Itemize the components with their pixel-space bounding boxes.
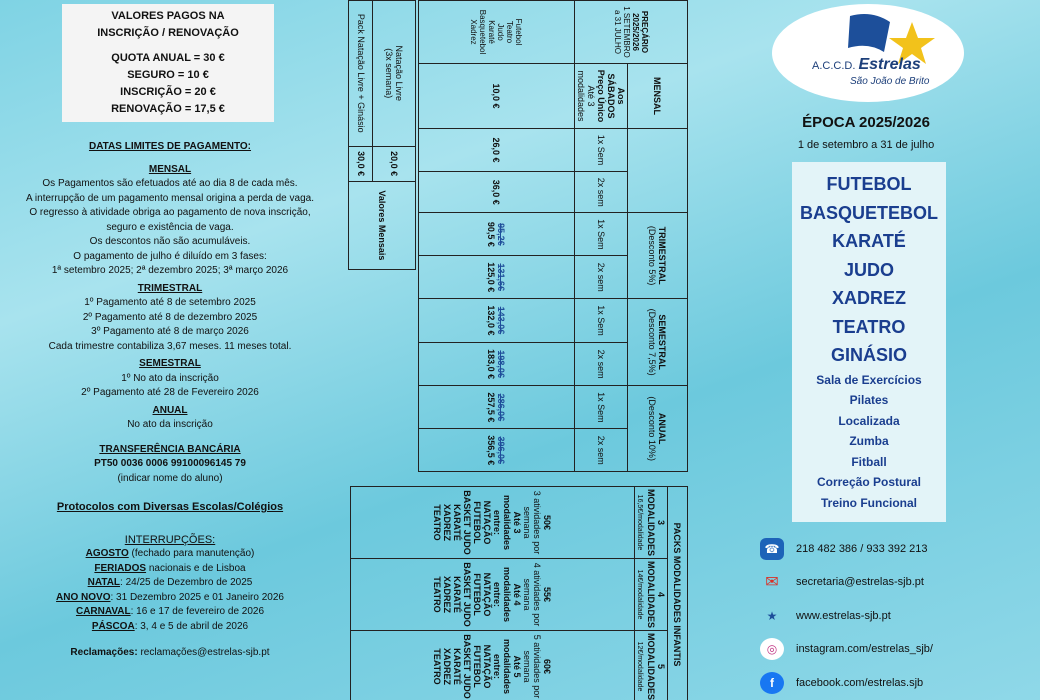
price-table: [348, 0, 688, 476]
freq-header: 2x sem: [575, 172, 628, 213]
trimestral-title: TRIMESTRAL: [137, 282, 203, 294]
price-mensal-1x: 26,0 €: [419, 129, 575, 172]
price-anual-1x: 286,0€ 257,5 €: [419, 386, 575, 429]
pack-body: 50€ 3 atividades por semana Até 3 modalidades entre: NATAÇÃO FUTEBOL BASKET JUDO KARATÉ XADREZ TEATRO: [351, 487, 635, 559]
header-trimestral: TRIMESTRAL (Desconto 5%): [628, 213, 688, 299]
ginasio-sub: Correção Postural: [816, 475, 922, 489]
club-mini-logo-icon: ★: [766, 609, 778, 623]
header-anual: ANUAL (Desconto 10%): [628, 386, 688, 472]
price-trim-1x: 95,2€ 90,5 €: [419, 213, 575, 256]
ginasio-sub: Zumba: [849, 434, 889, 448]
freq-header: 2x sem: [575, 342, 628, 385]
freq-header: 1x Sem: [575, 298, 628, 342]
activities-cell: Futebol Teatro Judo Karaté Basquetebol Xadrez: [419, 1, 575, 64]
table-corner: PREÇÁRIO 2025/2026 1 SETEMBRO a 31 JULHO: [575, 1, 688, 64]
mod-item: BASQUETEBOL: [799, 202, 938, 223]
mod-item: JUDO: [843, 259, 894, 280]
contact-facebook[interactable]: f facebook.com/estrelas.sjb: [760, 668, 1040, 698]
pack-label: Pack Natação Livre + Ginásio: [349, 1, 373, 147]
pack-head: 3 MODALIDADES 16,5€/modalidade: [635, 487, 668, 559]
mensal-line: 1ª setembro 2025; 2ª dezembro 2025; 3ª março 2026: [51, 265, 289, 276]
iban: PT50 0036 0006 99100096145 79: [94, 458, 246, 469]
mod-item: FUTEBOL: [826, 174, 912, 194]
mensal-line: Os descontos não são acumuláveis.: [89, 236, 251, 247]
price-sem-2x: 198,0€ 183,0 €: [419, 342, 575, 385]
pack-body: 55€ 4 atividades por semana Até 4 modalidades entre: NATAÇÃO FUTEBOL BASKET JUDO KARATÉ XADREZ TEATRO: [351, 559, 635, 631]
protocolos: Protocolos com Diversas Escolas/Colégios: [56, 501, 284, 513]
mod-item: KARATÉ: [832, 231, 906, 251]
phone-icon: ☎: [760, 538, 784, 560]
epoca-dates: 1 de setembro a 31 de julho: [797, 139, 935, 151]
semestral-title: SEMESTRAL: [139, 358, 201, 369]
anual-line: No ato da inscrição: [127, 419, 213, 430]
interrupcao-line: ANO NOVO: 31 Dezembro 2025 e 01 Janeiro 2026: [56, 591, 284, 603]
valores-mensais: Valores Mensais: [349, 181, 416, 269]
quota-line: QUOTA ANUAL = 30 €: [111, 52, 225, 64]
contact-instagram[interactable]: ◎ instagram.com/estrelas_sjb/: [760, 634, 1040, 664]
trimestral-line: 2º Pagamento até 8 de dezembro 2025: [82, 311, 258, 323]
semestral-line: 1º No ato da inscrição: [121, 372, 219, 384]
mensal-title: MENSAL: [148, 163, 192, 175]
mensal-line: seguro e existência de vaga.: [106, 221, 234, 233]
interrupcao-line: AGOSTO (fechado para manutenção): [85, 548, 255, 559]
freq-header: 1x Sem: [575, 213, 628, 256]
mensal-line: A interrupção de um pagamento mensal origina a perda de vaga.: [26, 192, 314, 204]
star-flag-icon: [772, 4, 964, 102]
contact-email[interactable]: ✉ secretaria@estrelas-sjb.pt: [760, 567, 1040, 597]
contact-web[interactable]: ★ www.estrelas-sjb.pt: [760, 601, 1040, 631]
anual-title: ANUAL: [152, 404, 188, 416]
datas-title: DATAS LIMITES DE PAGAMENTO:: [88, 141, 252, 152]
interrupcao-line: PÁSCOA: 3, 4 e 5 de abril de 2026: [91, 620, 249, 632]
mensal-line: Os Pagamentos são efetuados até ao dia 8 de cada mês.: [42, 178, 298, 189]
semestral-line: 2º Pagamento até 28 de Fevereiro 2026: [81, 387, 259, 398]
modalidades-panel: [792, 162, 946, 522]
trimestral-line: 3º Pagamento até 8 de março 2026: [91, 326, 249, 337]
pack-price: 30,0 €: [349, 146, 373, 181]
mail-icon: ✉: [765, 574, 779, 591]
valores-box: [62, 4, 274, 122]
freq-header: 2x sem: [575, 429, 628, 472]
trimestral-line: 1º Pagamento até 8 de setembro 2025: [84, 297, 256, 308]
packs-title: PACKS MODALIDADES INFANTIS: [668, 487, 688, 700]
seguro-line: SEGURO = 10 €: [127, 69, 209, 81]
interrupcao-line: CARNAVAL: 16 e 17 de fevereiro de 2026: [75, 606, 265, 617]
instagram-icon: ◎: [760, 638, 784, 660]
price-sabados: 10,0 €: [419, 64, 575, 129]
club-logo: [772, 4, 964, 102]
pack-head: 4 MODALIDADES 14€/modalidade: [635, 559, 668, 631]
header-semestral: SEMESTRAL (Desconto 7,5%): [628, 298, 688, 385]
transf-title: TRANSFERÊNCIA BANCÁRIA: [99, 443, 241, 455]
mensal-line: O regresso à atividade obriga ao pagamento de nova inscrição,: [29, 207, 311, 218]
interrupcao-line: NATAL: 24/25 de Dezembro de 2025: [87, 577, 253, 588]
interrupcao-line: FERIADOS nacionais e de Lisboa: [94, 562, 246, 574]
price-sem-1x: 143,0€ 132,0 €: [419, 298, 575, 342]
freq-header: 2x sem: [575, 256, 628, 299]
price-trim-2x: 131,6€ 125,0 €: [419, 256, 575, 299]
price-mensal-2x: 36,0 €: [419, 172, 575, 213]
price-grid: [418, 0, 688, 472]
freq-header: 1x Sem: [575, 386, 628, 429]
sabados-header: Aos SÁBADOS Preço Único Até 3 modalidades: [575, 64, 628, 129]
facebook-icon: f: [760, 672, 784, 694]
ginasio-sub: Treino Funcional: [820, 495, 917, 510]
logo-name: Estrelas: [858, 56, 921, 73]
pack-body: 60€ 5 atividades por semana Até 5 modalidades entre: NATAÇÃO FUTEBOL BASKET JUDO KARATÉ XADREZ TEATRO: [351, 631, 635, 700]
packs-table: [348, 486, 688, 700]
ginasio-sub: Fitball: [851, 454, 887, 469]
natacao-price: 20,0 €: [373, 146, 416, 181]
ginasio-sub: Pilates: [849, 393, 889, 407]
freq-header: 1x Sem: [575, 129, 628, 172]
header-mensal: MENSAL: [628, 64, 688, 129]
price-anual-2x: 396,0€ 356,5 €: [419, 429, 575, 472]
reclamacoes[interactable]: Reclamações: reclamações@estrelas-sjb.pt: [70, 647, 270, 658]
mensal-line: O pagamento de julho é diluído em 3 fases:: [73, 250, 267, 262]
inscricao-line: INSCRIÇÃO = 20 €: [120, 86, 216, 98]
interrupcoes-title: INTERRUPÇÕES:: [124, 533, 216, 546]
header-mensal-cont: [628, 129, 688, 213]
iban-note: (indicar nome do aluno): [117, 472, 223, 484]
natacao-label: Natação Livre (3x semana): [373, 1, 416, 147]
payment-info: [0, 140, 340, 661]
mod-item: TEATRO: [832, 316, 906, 337]
mod-item: XADREZ: [831, 288, 906, 308]
ginasio-sub: Sala de Exercícios: [816, 372, 922, 387]
epoca-title: ÉPOCA 2025/2026: [802, 114, 930, 131]
valores-title-1: VALORES PAGOS NA: [111, 10, 225, 22]
trimestral-line: Cada trimestre contabiliza 3,67 meses. 11 meses total.: [48, 340, 292, 352]
packs-grid: [350, 486, 688, 700]
natacao-grid: [348, 0, 416, 270]
logo-top: A.C.C.D.: [812, 60, 856, 72]
contact-phone[interactable]: ☎ 218 482 386 / 933 392 213: [760, 534, 1040, 564]
ginasio-sub: Localizada: [838, 413, 900, 428]
mod-item: GINÁSIO: [830, 345, 907, 365]
renovacao-line: RENOVAÇÃO = 17,5 €: [111, 103, 225, 115]
pack-head: 5 MODALIDADES 12€/modalidade: [635, 631, 668, 700]
valores-title-2: INSCRIÇÃO / RENOVAÇÃO: [97, 27, 239, 39]
logo-sub: São João de Brito: [850, 76, 930, 87]
